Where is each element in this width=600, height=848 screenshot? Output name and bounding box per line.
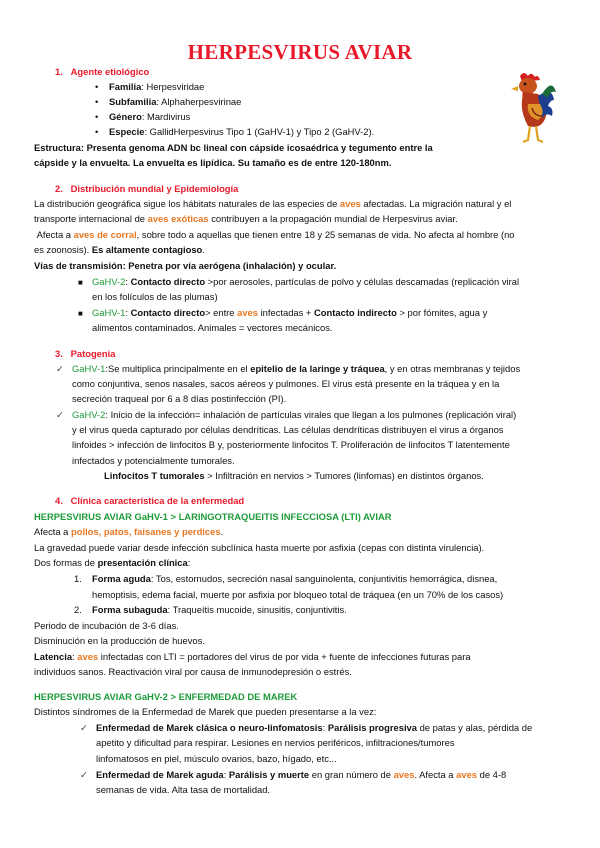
text: Parálisis y muerte [228, 769, 310, 780]
list-item [95, 80, 204, 95]
paragraph-line [34, 556, 190, 571]
gahv1-label: GaHV-1 [72, 363, 106, 374]
list-item-cont: en los folículos de las plumas) [92, 291, 218, 302]
list-item [56, 408, 516, 423]
text: en gran número de [309, 769, 394, 780]
list-item-cont [104, 469, 484, 484]
text: infectadas + [257, 307, 315, 318]
text: : Inicio de la infección= inhalación de partículas virales que llegan a los pulmones (replicación viral) [105, 409, 517, 420]
list-item [78, 275, 519, 290]
list-item-cont: apetito y dificultad para respirar. Lesiones en nervios periféricos, infiltraciones/tumores [96, 737, 455, 748]
square-bullet-icon: ■ [78, 278, 83, 287]
list-item [74, 572, 497, 587]
list-item-cont: linfomatosos en piel, músculo ovarios, bazo, hígado, etc... [96, 753, 337, 764]
paragraph-line: La gravedad puede variar desde infección subclínica hasta muerte por asfixia (cepas con distinta virulencia). [34, 542, 485, 553]
item-label: Familia [109, 81, 142, 92]
subheading-gahv2: HERPESVIRUS AVIAR GaHV-2 > ENFERMEDAD DE MAREK [34, 691, 298, 702]
text: > por fómites, agua y [396, 307, 488, 318]
text: > entre [205, 307, 238, 318]
text: Dos formas de [34, 557, 98, 568]
bullet-icon: • [95, 81, 99, 92]
section-4-heading: 4. Clínica característica de la enfermedad [55, 495, 245, 506]
text: Enfermedad de Marek aguda [96, 769, 224, 780]
check-icon: ✓ [80, 769, 88, 780]
structure-line-1: Estructura: Presenta genoma ADN bc lineal con cápside icosaédrica y tegumento entre la [34, 142, 433, 153]
highlight-aves: aves [339, 198, 361, 209]
list-item-cont: infectados y potencialmente tumorales. [72, 455, 235, 466]
section-1-heading: 1. Agente etiológico [55, 66, 150, 77]
gahv2-label: GaHV-2 [72, 409, 106, 420]
paragraph-line: Periodo de incubación de 3-6 días. [34, 620, 179, 631]
text: : [187, 557, 191, 568]
list-item-cont: alimentos contaminados. Animales = vectores mecánicos. [92, 322, 333, 333]
highlight-aves: aves [237, 307, 258, 318]
square-bullet-icon: ■ [78, 309, 83, 318]
list-item [95, 110, 190, 125]
check-icon: ✓ [56, 409, 64, 420]
highlight-aves: aves [393, 769, 415, 780]
text: Enfermedad de Marek clásica o neuro-linfomatosis [96, 722, 323, 733]
list-item [56, 362, 520, 377]
text: : Tos, estornudos, secreción nasal sanguinolenta, conjuntivitis hemorrágica, disnea, [150, 573, 498, 584]
paragraph-line [34, 197, 511, 212]
rooster-icon [498, 68, 558, 148]
check-icon: ✓ [56, 363, 64, 374]
contagious-text: Es altamente contagioso [91, 244, 203, 255]
paragraph-line [34, 212, 458, 227]
text: Contacto indirecto [314, 307, 397, 318]
text: epitelio de la laringe y tráquea [250, 363, 385, 374]
paragraph-line [34, 228, 515, 243]
item-value: : Mardivirus [141, 111, 191, 122]
list-item-cont: semanas de vida. Alta tasa de mortalidad. [96, 784, 271, 795]
text: Latencia [34, 651, 73, 662]
text: es zoonosis). [34, 244, 92, 255]
text: La distribución geográfica sigue los hábitats naturales de las especies de [34, 198, 340, 209]
subheading-gahv1: HERPESVIRUS AVIAR GaHV-1 > LARINGOTRAQUEITIS INFECCIOSA (LTI) AVIAR [34, 511, 392, 522]
text: , y en otras membranas y tejidos [384, 363, 521, 374]
list-item-cont: como conjuntiva, senos nasales, sacos aéreos y pulmones. El virus está presente en la tráquea y en la [72, 378, 500, 389]
text: , sobre todo a aquellas que tienen entre 18 y 25 semanas de vida. No afecta al hombre (no [136, 229, 515, 240]
list-item-cont: linfoides > infección de linfocitos B y, posteriormente linfocitos T. Proliferación de linfocitos T latentemente [72, 439, 510, 450]
text: Contacto directo [130, 307, 206, 318]
item-label: Especie [109, 126, 145, 137]
bullet-icon: • [95, 96, 99, 107]
bullet-icon: • [95, 126, 99, 137]
highlight-aves-exoticas: aves exóticas [147, 213, 209, 224]
list-item [80, 768, 506, 783]
text: contribuyen a la propagación mundial de Herpesvirus aviar. [208, 213, 458, 224]
paragraph-line: individuos sanos. Reactivación viral por causa de inmunodepresión o estrés. [34, 666, 352, 677]
structure-line-2: cápside y la envuelta. La envuelta es lipídica. Su tamaño es de entre 120-180nm. [34, 157, 392, 168]
list-item [78, 306, 487, 321]
text: : [125, 276, 131, 287]
text: : [125, 307, 131, 318]
item-value: : GallidHerpesvirus Tipo 1 (GaHV-1) y Tipo 2 (GaHV-2). [144, 126, 375, 137]
text: : [72, 651, 78, 662]
section-3-heading: 3. Patogenia [55, 348, 116, 359]
paragraph-line [34, 650, 471, 665]
list-item [95, 125, 374, 140]
list-item-cont: secreción traqueal por 6 a 8 días postinfección (PI). [72, 393, 287, 404]
item-value: : Alphaherpesvirinae [156, 96, 242, 107]
list-item [80, 721, 532, 736]
list-item-cont: hemoptisis, edema facial, muerte por asfixia por bloqueo total de tráquea (en un 70% de los casos) [92, 589, 504, 600]
text: Afecta a [34, 526, 72, 537]
text: > Infiltración en nervios > Tumores (linfomas) en distintos órganos. [204, 470, 484, 481]
item-number: 1. [74, 573, 82, 584]
highlight-aves: aves [77, 651, 99, 662]
text: de patas y alas, pérdida de [416, 722, 533, 733]
highlight-aves-corral: aves de corral [73, 229, 137, 240]
item-label: Subfamilia [109, 96, 157, 107]
text: . [202, 244, 205, 255]
text: : [322, 722, 328, 733]
text: Forma aguda [92, 573, 151, 584]
text: de 4-8 [477, 769, 507, 780]
text: . [220, 526, 224, 537]
text: : [223, 769, 229, 780]
text: Contacto directo [130, 276, 206, 287]
text: Parálisis progresiva [327, 722, 417, 733]
check-icon: ✓ [80, 722, 88, 733]
list-item-cont: y el virus queda capturado por células dendríticas. Las células dendríticas distribuyen el virus a órganos [72, 424, 504, 435]
item-label: Género [109, 111, 142, 122]
gahv1-label: GaHV-1 [92, 307, 126, 318]
text: : Traqueítis mucoide, sinusitis, conjuntivitis. [167, 604, 347, 615]
page-title: HERPESVIRUS AVIAR [187, 40, 413, 64]
text: Afecta a [34, 229, 74, 240]
bullet-icon: • [95, 111, 99, 122]
text: afectadas. La migración natural y el [360, 198, 512, 209]
paragraph-line: Disminución en la producción de huevos. [34, 635, 205, 646]
paragraph-line [34, 525, 223, 540]
gahv2-label: GaHV-2 [92, 276, 126, 287]
text: >por aerosoles, partículas de polvo y células descamadas (replicación viral [205, 276, 520, 287]
item-value: : Herpesviridae [141, 81, 205, 92]
section-2-heading: 2. Distribución mundial y Epidemiología [55, 183, 239, 194]
text: infectadas con LTI = portadores del virus de por vida + fuente de infecciones futuras para [98, 651, 471, 662]
highlight-aves: aves [456, 769, 477, 780]
text: transporte internacional de [34, 213, 148, 224]
text: . Afecta a [414, 769, 457, 780]
text: :Se multiplica principalmente en el [105, 363, 251, 374]
text: Linfocitos T tumorales [104, 470, 205, 481]
transmission-routes: Vías de transmisión: Penetra por vía aerógena (inhalación) y ocular. [34, 260, 337, 271]
list-item [74, 603, 347, 618]
highlight-species: pollos, patos, faisanes y perdices [71, 526, 221, 537]
paragraph-line: Distintos síndromes de la Enfermedad de Marek que pueden presentarse a la vez: [34, 706, 377, 717]
list-item [95, 95, 241, 110]
text: Forma subaguda [92, 604, 168, 615]
item-number: 2. [74, 604, 82, 615]
text: presentación clínica [97, 557, 188, 568]
paragraph-line [34, 243, 205, 258]
